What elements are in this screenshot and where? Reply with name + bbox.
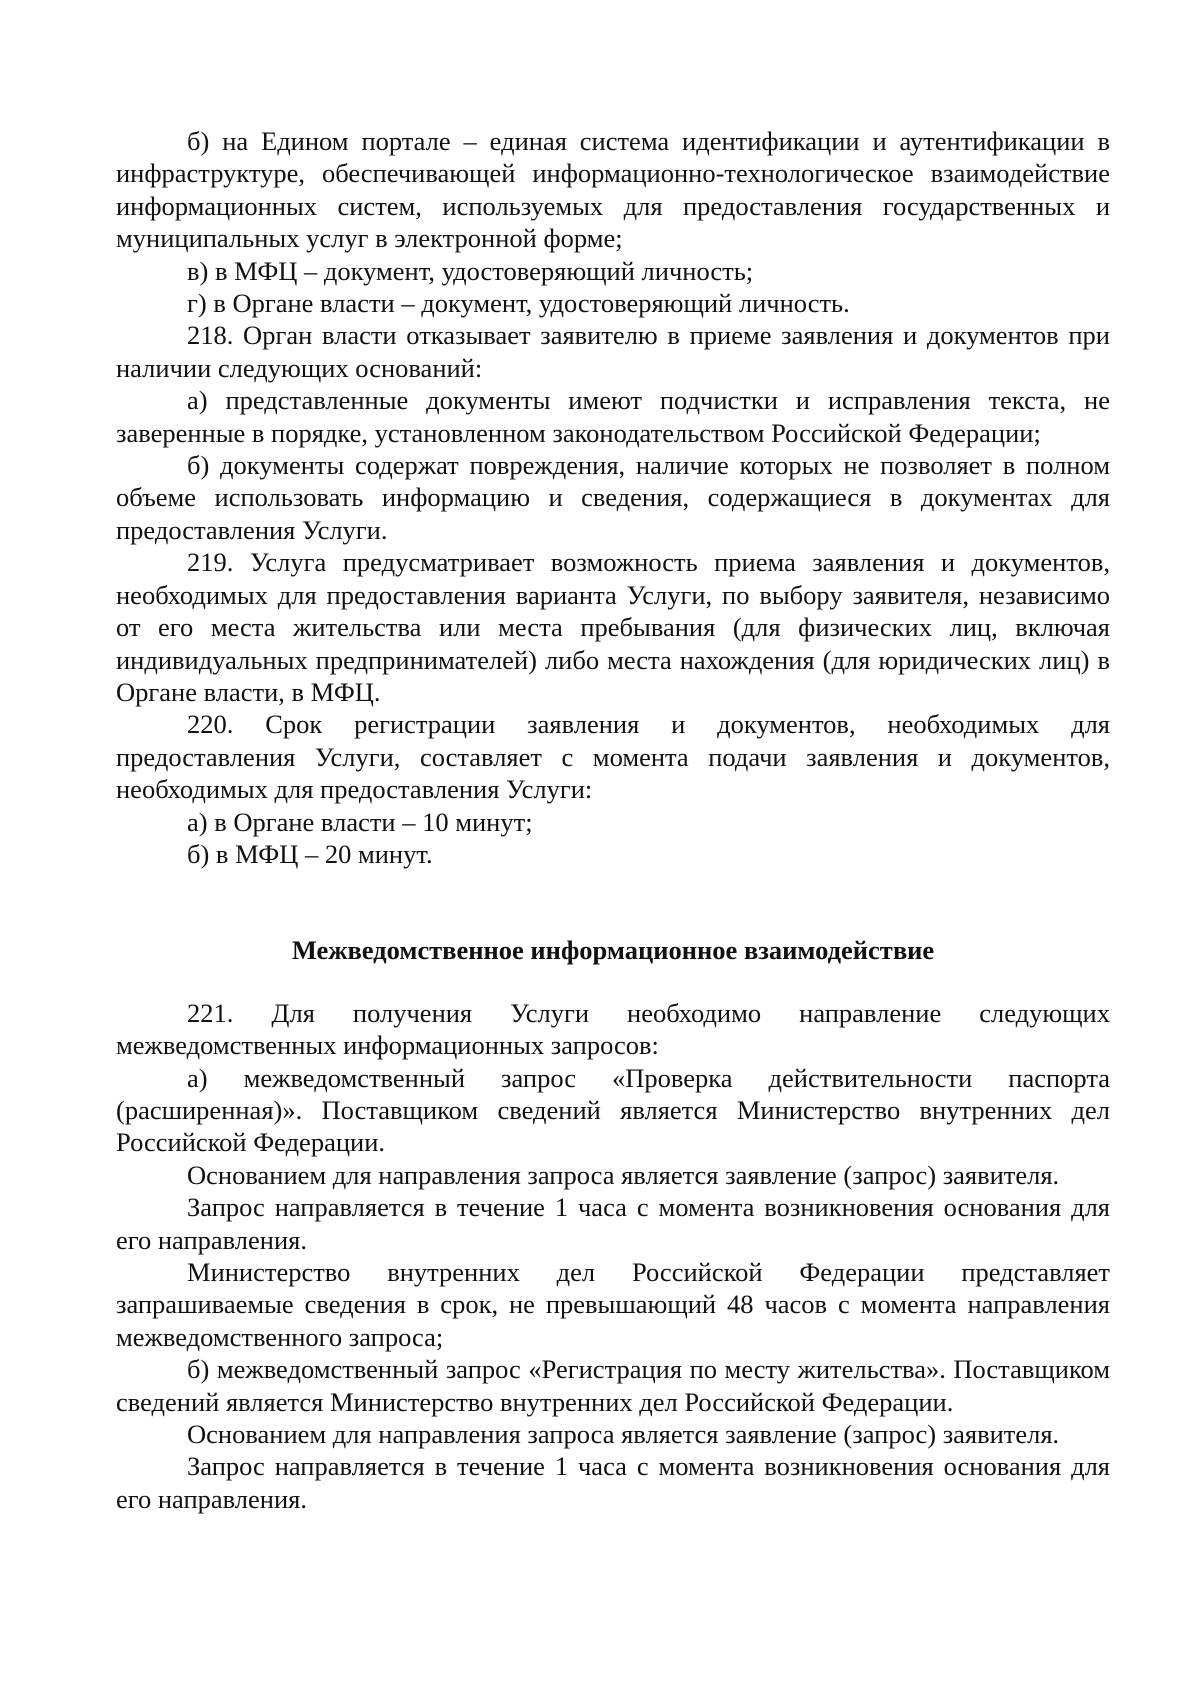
- paragraph-221-b: б) межведомственный запрос «Регистрация по месту жительства». Поставщиком сведений является Министерство внутренних дел Российской Федерации.: [116, 1354, 1110, 1417]
- paragraph-220-a: а) в Органе власти – 10 минут;: [187, 806, 533, 837]
- section-spacer: [116, 870, 1110, 901]
- paragraph-221-a-basis: Основанием для направления запроса является заявление (запрос) заявителя.: [187, 1159, 1060, 1190]
- paragraph-218-a: а) представленные документы имеют подчистки и исправления текста, не заверенные в порядке, установленном законодательством Российской Федерации;: [116, 385, 1110, 448]
- section-heading: Межведомственное информационное взаимодействие: [291, 935, 935, 966]
- paragraph-221-b-basis: Основанием для направления запроса является заявление (запрос) заявителя.: [187, 1419, 1060, 1450]
- paragraph-221: 221. Для получения Услуги необходимо направление следующих межведомственных информационных запросов:: [116, 997, 1110, 1061]
- paragraph-218-b: б) документы содержат повреждения, наличие которых не позволяет в полном объеме использовать информацию и сведения, содержащиеся в документах для предоставления Услуги.: [116, 450, 1110, 545]
- paragraph-221-a-response: Министерство внутренних дел Российской Федерации представляет запрашиваемые сведения в срок, не превышающий 48 часов с момента направления межведомственного запроса;: [116, 1257, 1110, 1352]
- paragraph-219: 219. Услуга предусматривает возможность приема заявления и документов, необходимых для предоставления варианта Услуги, по выбору заявителя, независимо от его места жительства или места пребывания (для физических лиц, включая индивидуальных предпринимателей) либо места нахождения (для юридических лиц) в Органе власти, в МФЦ.: [116, 547, 1110, 707]
- paragraph-v-mfc: в) в МФЦ – документ, удостоверяющий личность;: [187, 255, 754, 286]
- paragraph-220: 220. Срок регистрации заявления и документов, необходимых для предоставления Услуги, составляет с момента подачи заявления и документов, необходимых для предоставления Услуги:: [116, 709, 1110, 805]
- paragraph-221-b-timing: Запрос направляется в течение 1 часа с момента возникновения основания для его направления.: [116, 1451, 1110, 1514]
- paragraph-g-authority: г) в Органе власти – документ, удостоверяющий личность.: [187, 288, 850, 319]
- paragraph-220-b: б) в МФЦ – 20 минут.: [187, 838, 433, 869]
- paragraph-218: 218. Орган власти отказывает заявителю в приеме заявления и документов при наличии следующих оснований:: [116, 320, 1110, 383]
- paragraph-221-a-timing: Запрос направляется в течение 1 часа с момента возникновения основания для его направления.: [116, 1192, 1110, 1255]
- paragraph-b-unified-portal: б) на Едином портале – единая система идентификации и аутентификации в инфраструктуре, обеспечивающей информационно-технологическое взаимодействие информационных систем, используемых для предоставления государственных и муниципальных услуг в электронной форме;: [116, 126, 1110, 254]
- paragraph-221-a: а) межведомственный запрос «Проверка действительности паспорта (расширенная)». Поставщиком сведений является Министерство внутренних дел Российской Федерации.: [116, 1062, 1110, 1158]
